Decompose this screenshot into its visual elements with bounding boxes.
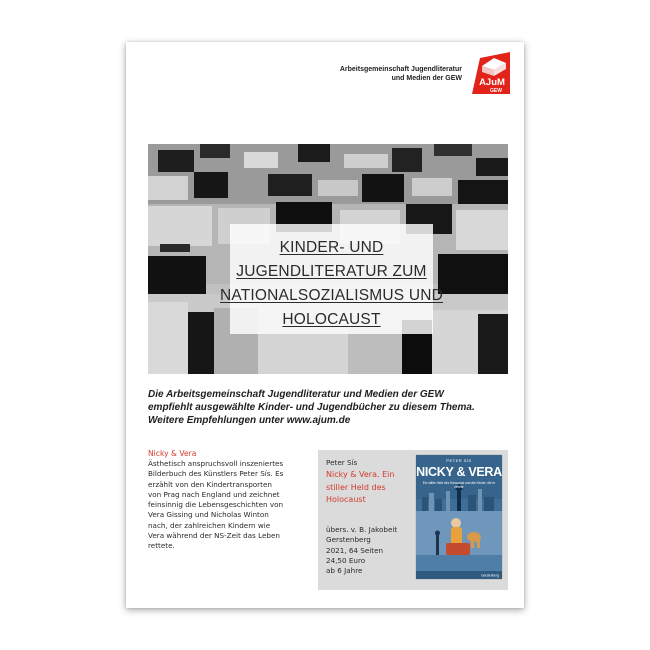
book-title: Nicky & Vera. Ein stiller Held des Holocaust <box>326 470 395 505</box>
ajum-gew-logo <box>468 50 514 94</box>
cover-title: NICKY & VERA <box>416 465 502 479</box>
book-translator: übers. v. B. Jakobeit <box>326 525 398 534</box>
organization-name <box>340 65 462 83</box>
flyer-page <box>126 42 524 608</box>
cover-publisher: Gerstenberg <box>481 573 499 578</box>
hero-title-line-3: NATIONALSOZIALISMUS UND <box>219 287 444 304</box>
cover-subtitle: Ein stiller Held des Holocaust und die Kinder, die er rettete <box>422 481 496 489</box>
review-text <box>148 459 326 551</box>
book-info-box <box>318 450 508 590</box>
review-line: rettete. <box>148 541 175 550</box>
hero-title-line-2: JUGENDLITERATUR ZUM <box>236 263 427 280</box>
intro-line-3: Weitere Empfehlungen unter www.ajum.de <box>148 415 351 426</box>
hero-title-line-1: KINDER- UND <box>279 239 384 256</box>
logo-text-sub: GEW <box>490 88 502 94</box>
hero-title <box>218 236 445 332</box>
cover-author: PETER SÍS <box>446 458 472 463</box>
review-line: von Prag nach England und zeichnet <box>148 489 280 499</box>
review-line: Bilderbuch des Künstlers Peter Sís. Es <box>148 469 284 479</box>
review-line: Vera Gissing und Nicholas Winton <box>148 510 269 520</box>
book-cover <box>416 455 502 579</box>
org-line-2: und Medien der GEW <box>391 75 462 82</box>
review-heading: Nicky & Vera <box>148 449 197 458</box>
intro-line-1: Die Arbeitsgemeinschaft Jugendliteratur und Medien der GEW <box>148 389 444 400</box>
review-line: feinsinnig die Lebensgeschichten von <box>148 500 284 509</box>
review-line: Ästhetisch anspruchsvoll inszeniertes <box>148 459 284 468</box>
intro-line-2: empfiehlt ausgewählte Kinder- und Jugendbücher zu diesem Thema. <box>148 402 475 413</box>
intro-paragraph <box>148 388 510 427</box>
book-author: Peter Sís <box>326 458 358 467</box>
book-publisher: Gerstenberg <box>326 535 371 545</box>
hero-title-line-4: HOLOCAUST <box>282 311 381 328</box>
review-line: erzählt von den Kindertransporten <box>148 479 272 489</box>
review-line: Vera während der NS-Zeit das Leben <box>148 530 280 540</box>
book-price: 24,50 Euro <box>326 555 366 565</box>
logo-text-main: AJuM <box>479 77 505 88</box>
book-age: ab 6 Jahre <box>326 566 363 576</box>
book-details <box>326 525 397 576</box>
hero-photo-memorial <box>148 144 508 374</box>
org-line-1: Arbeitsgemeinschaft Jugendliteratur <box>339 66 462 73</box>
book-year-pages: 2021, 64 Seiten <box>326 545 384 555</box>
review-line: nach, der zahlreichen Kindern wie <box>148 520 271 530</box>
